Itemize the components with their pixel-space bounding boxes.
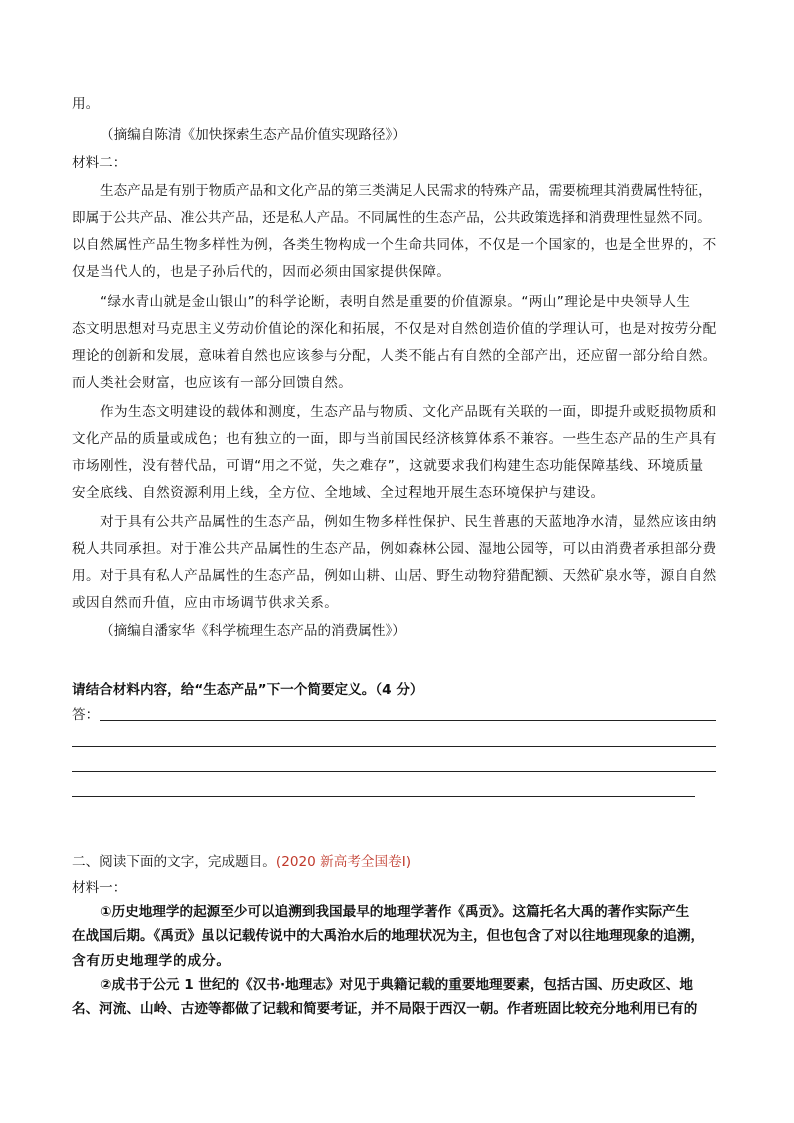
section2-line: 名、河流、山岭、古迹等都做了记载和简要考证，并不局限于西汉一朝。作者班固比较充分地利用已有的: [72, 1001, 698, 1017]
section2-material-label: 材料一：: [72, 880, 127, 896]
material2-line: 态文明思想对马克思主义劳动价值论的深化和拓展，不仅是对自然创造价值的学理认可，也是对按劳分配: [72, 321, 717, 337]
answer-line-3[interactable]: [72, 771, 716, 772]
section2-line: ②成书于公元 1 世纪的《汉书·地理志》对见于典籍记载的重要地理要素，包括古国、历史政区、地: [100, 977, 693, 993]
material2-line: “绿水青山就是金山银山”的科学论断，表明自然是重要的价值源泉。“两山”理论是中央领导人生: [100, 294, 691, 310]
material2-line: 或因自然而升值，应由市场调节供求关系。: [72, 595, 339, 611]
answer-line-4[interactable]: [72, 796, 695, 797]
material2-line: 以自然属性产品生物多样性为例，各类生物构成一个生命共同体，不仅是一个国家的，也是全世界的，不: [72, 237, 717, 253]
material2-line: 作为生态文明建设的载体和测度，生态产品与物质、文化产品既有关联的一面，即提升或贬损物质和: [100, 404, 717, 420]
section2-line: ①历史地理学的起源至少可以追溯到我国最早的地理学著作《禹贡》。这篇托名大禹的著作实际产生: [100, 904, 690, 920]
material2-line: 文化产品的质量或成色；也有独立的一面，即与当前国民经济核算体系不兼容。一些生态产品的生产具有: [72, 431, 717, 447]
question-prompt: 请结合材料内容，给“生态产品”下一个简要定义。（4 分）: [72, 682, 424, 698]
material2-line: 市场刚性，没有替代品，可谓“用之不觉，失之难存”，这就要求我们构建生态功能保障基线、环境质量: [72, 458, 704, 474]
material2-line: 安全底线、自然资源利用上线，全方位、全地域、全过程地开展生态环境保护与建设。: [72, 485, 605, 501]
material2-line: 即属于公共产品、准公共产品，还是私人产品。不同属性的生态产品，公共政策选择和消费理性显然不同。: [72, 210, 711, 226]
material2-line: 用。对于具有私人产品属性的生态产品，例如山耕、山居、野生动物狩猎配额、天然矿泉水等，源自自然: [72, 568, 717, 584]
answer-line-1[interactable]: [100, 720, 716, 721]
section2-line: 在战国后期。《禹贡》虽以记载传说中的大禹治水后的地理状况为主，但也包含了对以往地理现象的追溯，: [72, 928, 705, 944]
section2-line: 含有历史地理学的成分。: [72, 953, 231, 969]
material2-line: 而人类社会财富，也应该有一部分回馈自然。: [72, 375, 353, 391]
material2-label: 材料二：: [72, 155, 127, 171]
section2-heading: [72, 852, 411, 872]
answer-line-2[interactable]: [72, 746, 716, 747]
material2-source: （摘编自潘家华《科学梳理生态产品的消费属性》）: [100, 623, 406, 639]
material2-line: 理论的创新和发展，意味着自然也应该参与分配，人类不能占有自然的全部产出，还应留一部分给自然。: [72, 348, 717, 364]
material2-line: 税人共同承担。对于准公共产品属性的生态产品，例如森林公园、湿地公园等，可以由消费者承担部分费: [72, 541, 717, 557]
material2-line: 生态产品是有别于物质产品和文化产品的第三类满足人民需求的特殊产品，需要梳理其消费属性特征，: [100, 183, 712, 199]
material1-source: （摘编自陈清《加快探索生态产品价值实现路径》）: [100, 127, 406, 143]
material1-last-line: 用。: [72, 96, 100, 112]
answer-label: 答：: [72, 707, 100, 723]
section2-heading-source: (2020 新高考全国卷Ⅰ): [275, 854, 412, 870]
section2-heading-text: 二、阅读下面的文字，完成题目。: [72, 854, 276, 870]
material2-line: 仅是当代人的，也是子孙后代的，因而必须由国家提供保障。: [72, 264, 451, 280]
material2-line: 对于具有公共产品属性的生态产品，例如生物多样性保护、民生普惠的天蓝地净水清，显然应该由纳: [100, 514, 717, 530]
